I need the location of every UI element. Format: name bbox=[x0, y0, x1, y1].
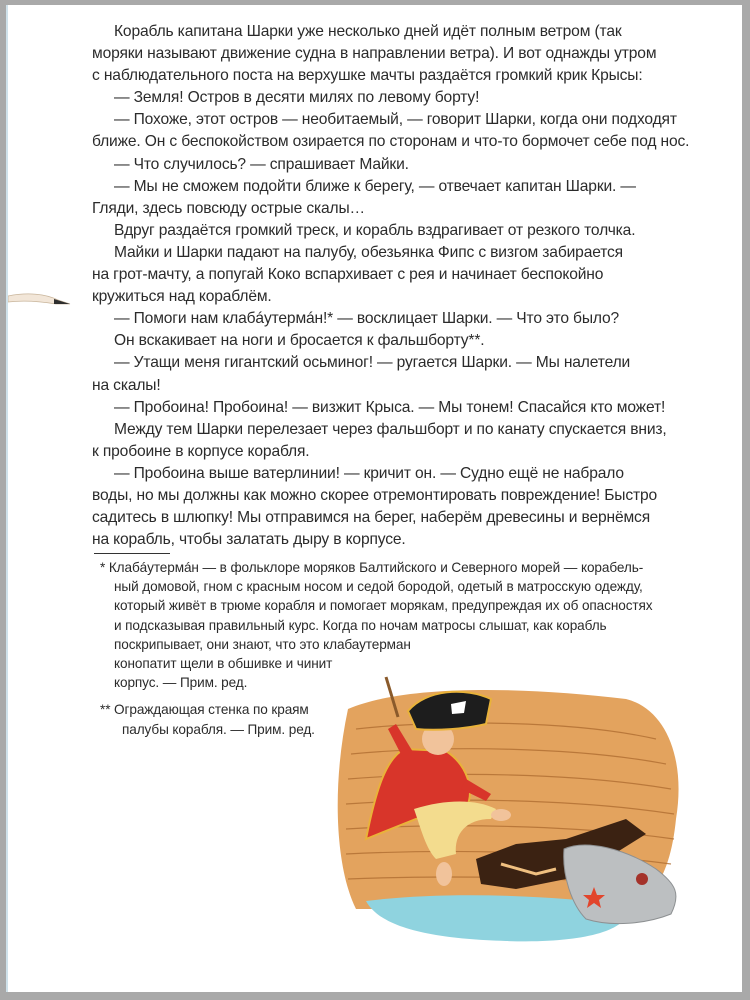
footnote-line: ный домовой, гном с красным носом и седой бородой, одетый в матросскую одежду, bbox=[114, 579, 643, 595]
story-line: на скалы! bbox=[92, 376, 161, 394]
story-line: Между тем Шарки перелезает через фальшборт и по канату спускается вниз, bbox=[114, 420, 667, 438]
story-line: Он вскакивает на ноги и бросается к фальшборту**. bbox=[114, 332, 485, 350]
story-line: — Помоги нам клабáутермáн!* — восклицает Шарки. — Что это было? bbox=[114, 310, 620, 328]
footnote-line: конопатит щели в обшивке и чинит bbox=[114, 655, 333, 671]
story-line: с наблюдательного поста на верхушке мачты раздаётся громкий крик Крысы: bbox=[92, 67, 643, 85]
story-line: — Пробоина! Пробоина! — визжит Крыса. — Мы тонем! Спасайся кто может! bbox=[114, 398, 666, 416]
pirate-boy-illustration bbox=[326, 669, 706, 969]
story-line: к пробоине в корпусе корабля. bbox=[92, 442, 310, 460]
story-line: Корабль капитана Шарки уже несколько дней идёт полным ветром (так bbox=[114, 23, 622, 40]
footnote-line: поскрипывает, они знают, что это клабаутерман bbox=[114, 636, 411, 652]
story-line: — Что случилось? — спрашивает Майки. bbox=[114, 155, 409, 173]
footnote-line: ** Ограждающая стенка по краям bbox=[100, 702, 309, 718]
story-line: кружиться над кораблём. bbox=[92, 288, 272, 306]
footnote-line: палубы корабля. — Прим. ред. bbox=[122, 721, 315, 737]
footnote-line: и подсказывая правильный курс. Когда по ночам матросы слышат, как корабль bbox=[114, 617, 607, 633]
seagull-wing-icon bbox=[8, 290, 78, 310]
book-page bbox=[6, 5, 742, 992]
story-line: — Земля! Остров в десяти милях по левому борту! bbox=[114, 89, 480, 107]
story-line: на корабль, чтобы залатать дыру в корпусе. bbox=[92, 531, 406, 549]
footnote-divider bbox=[94, 553, 170, 554]
story-text bbox=[92, 21, 690, 551]
story-line: — Утащи меня гигантский осьминог! — ругается Шарки. — Мы налетели bbox=[114, 354, 631, 372]
story-line: — Мы не сможем подойти ближе к берегу, — отвечает капитан Шарки. — bbox=[114, 177, 636, 195]
story-line: Майки и Шарки падают на палубу, обезьянка Фипс с визгом забирается bbox=[114, 243, 623, 261]
story-line: садитесь в шлюпку! Мы отправимся на берег, наберём древесины и вернёмся bbox=[92, 509, 651, 527]
footnote-line: * Клабáутермáн — в фольклоре моряков Балтийского и Северного морей — корабель- bbox=[100, 560, 644, 575]
story-line: моряки называют движение судна в направлении ветра). И вот однажды утром bbox=[92, 45, 657, 63]
story-line: — Пробоина выше ватерлинии! — кричит он. — Судно ещё не набрало bbox=[114, 464, 624, 482]
story-line: воды, но мы должны как можно скорее отремонтировать повреждение! Быстро bbox=[92, 486, 658, 504]
story-line: на грот-мачту, а попугай Коко вспархивает с рея и начинает беспокойно bbox=[92, 266, 604, 284]
crab-icon bbox=[636, 873, 648, 885]
footnote-line: который живёт в трюме корабля и помогает морякам, предупреждая их об опасностях bbox=[114, 598, 653, 614]
footnote-line: корпус. — Прим. ред. bbox=[114, 675, 248, 691]
story-line: — Похоже, этот остров — необитаемый, — говорит Шарки, когда они подходят bbox=[114, 111, 677, 129]
story-line: Вдруг раздаётся громкий треск, и корабль вздрагивает от резкого толчка. bbox=[114, 221, 636, 239]
story-line: ближе. Он с беспокойством озирается по сторонам и что-то бормочет себе под нос. bbox=[92, 133, 690, 151]
story-line: Гляди, здесь повсюду острые скалы… bbox=[92, 199, 365, 217]
